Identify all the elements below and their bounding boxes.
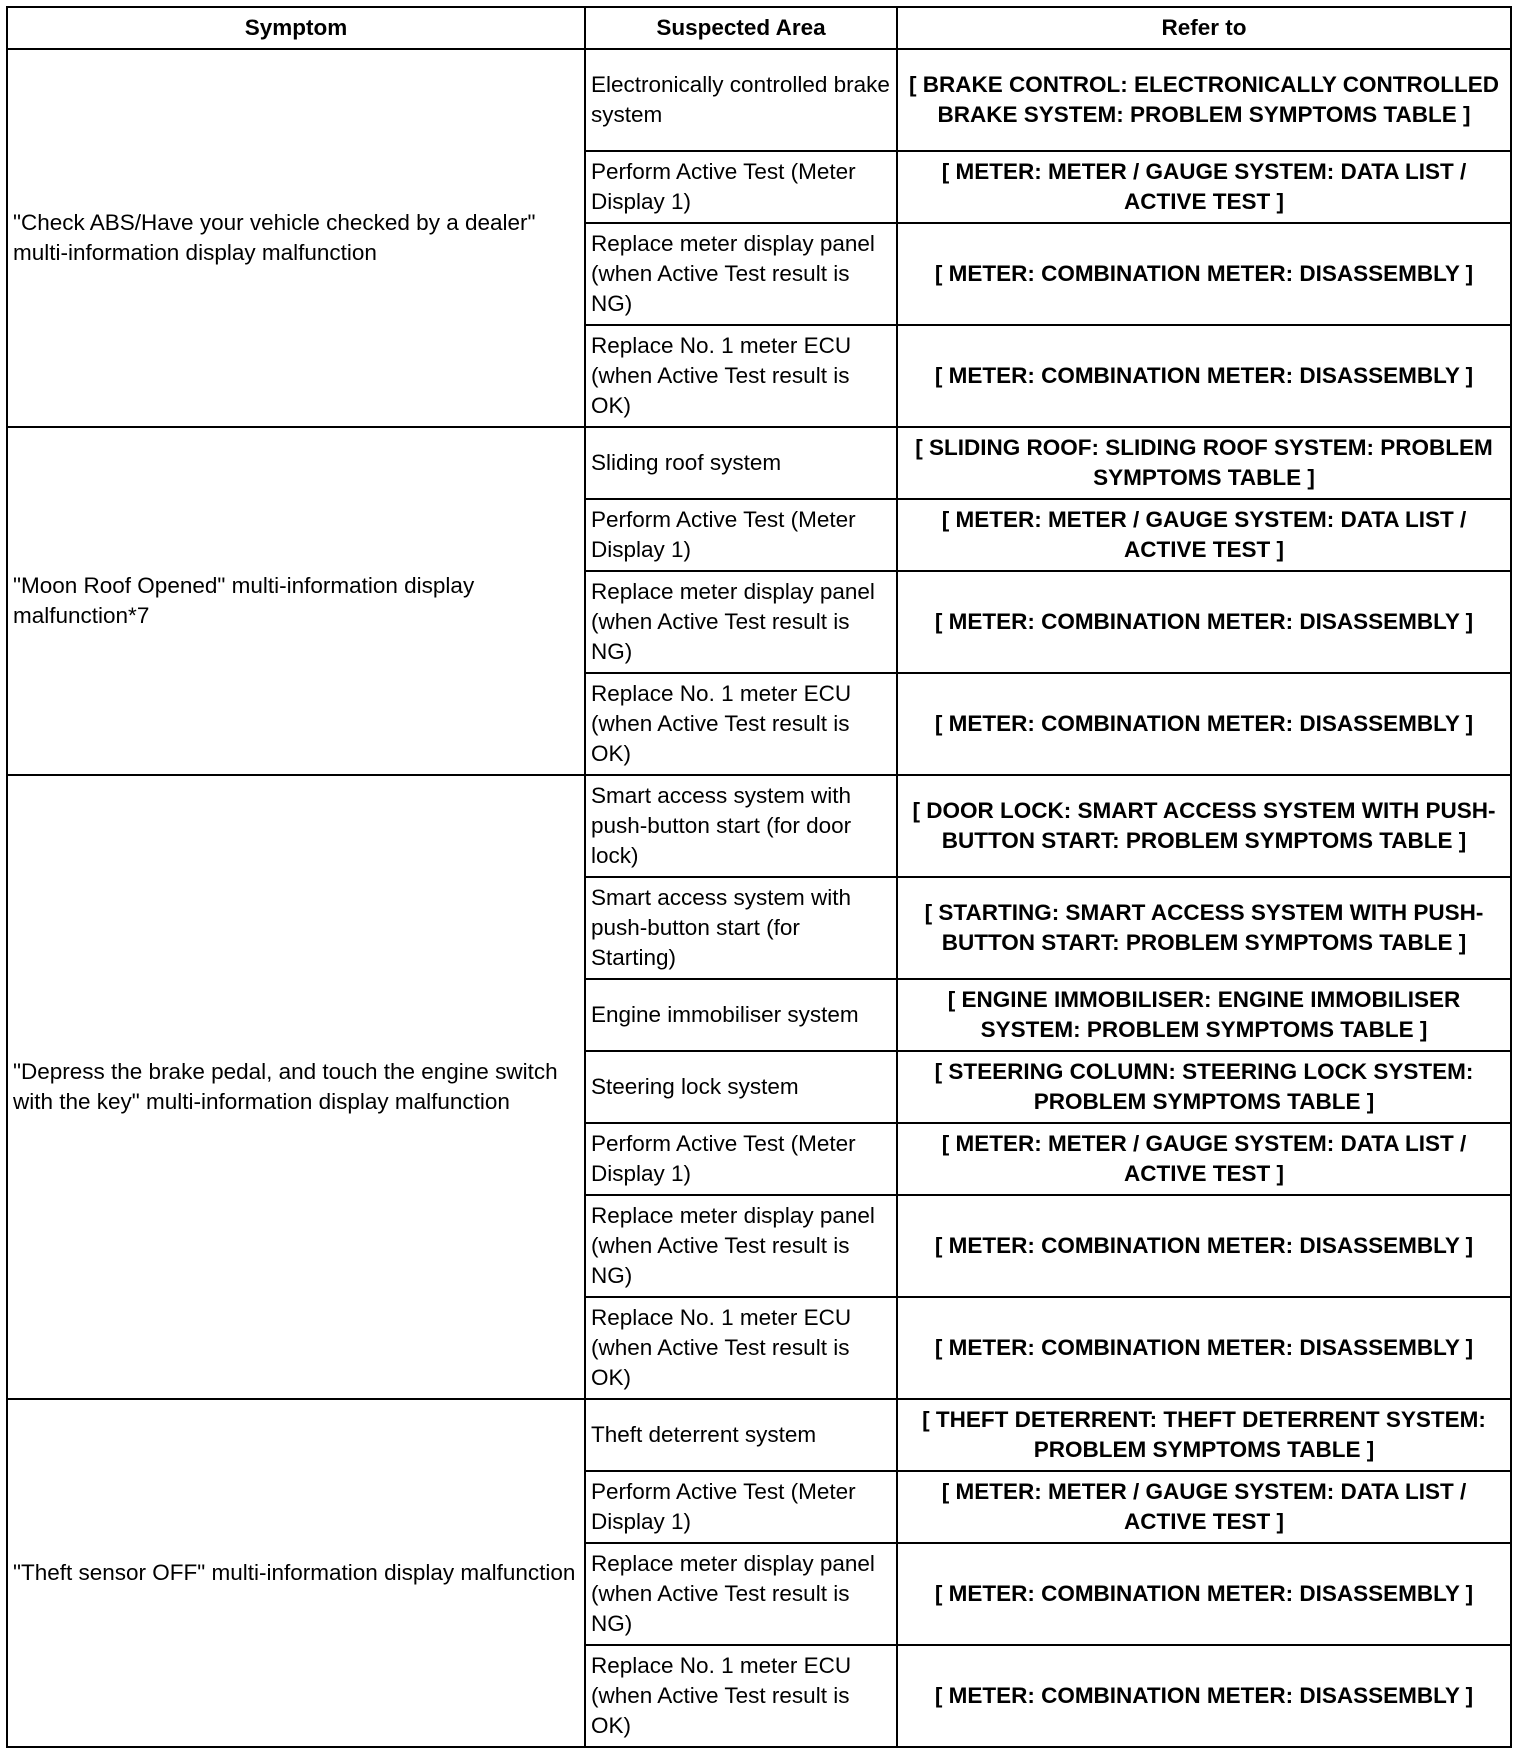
table-row <box>7 49 1511 151</box>
suspected-area-cell: Perform Active Test (Meter Display 1) <box>585 1471 897 1543</box>
refer-to-link[interactable]: [ SLIDING ROOF: SLIDING ROOF SYSTEM: PROBLEM SYMPTOMS TABLE ] <box>897 427 1511 499</box>
refer-to-link[interactable]: [ ENGINE IMMOBILISER: ENGINE IMMOBILISER SYSTEM: PROBLEM SYMPTOMS TABLE ] <box>897 979 1511 1051</box>
suspected-area-cell: Engine immobiliser system <box>585 979 897 1051</box>
symptom-cell: "Check ABS/Have your vehicle checked by a dealer" multi-information display malfunction <box>7 49 585 427</box>
refer-to-link[interactable]: [ BRAKE CONTROL: ELECTRONICALLY CONTROLLED BRAKE SYSTEM: PROBLEM SYMPTOMS TABLE ] <box>897 49 1511 151</box>
refer-to-link[interactable]: [ METER: COMBINATION METER: DISASSEMBLY ] <box>897 1195 1511 1297</box>
refer-to-link[interactable]: [ METER: COMBINATION METER: DISASSEMBLY ] <box>897 1645 1511 1747</box>
refer-to-link[interactable]: [ METER: COMBINATION METER: DISASSEMBLY ] <box>897 325 1511 427</box>
suspected-area-cell: Perform Active Test (Meter Display 1) <box>585 151 897 223</box>
header-symptom: Symptom <box>7 7 585 49</box>
suspected-area-cell: Replace meter display panel (when Active Test result is NG) <box>585 571 897 673</box>
suspected-area-cell: Smart access system with push-button start (for door lock) <box>585 775 897 877</box>
refer-to-link[interactable]: [ METER: METER / GAUGE SYSTEM: DATA LIST / ACTIVE TEST ] <box>897 1123 1511 1195</box>
suspected-area-cell: Replace meter display panel (when Active Test result is NG) <box>585 223 897 325</box>
suspected-area-cell: Replace meter display panel (when Active Test result is NG) <box>585 1195 897 1297</box>
refer-to-link[interactable]: [ METER: COMBINATION METER: DISASSEMBLY ] <box>897 223 1511 325</box>
refer-to-link[interactable]: [ METER: COMBINATION METER: DISASSEMBLY ] <box>897 673 1511 775</box>
refer-to-link[interactable]: [ METER: METER / GAUGE SYSTEM: DATA LIST / ACTIVE TEST ] <box>897 1471 1511 1543</box>
suspected-area-cell: Smart access system with push-button start (for Starting) <box>585 877 897 979</box>
suspected-area-cell: Replace meter display panel (when Active Test result is NG) <box>585 1543 897 1645</box>
header-refer-to: Refer to <box>897 7 1511 49</box>
refer-to-link[interactable]: [ STARTING: SMART ACCESS SYSTEM WITH PUSH-BUTTON START: PROBLEM SYMPTOMS TABLE ] <box>897 877 1511 979</box>
suspected-area-cell: Perform Active Test (Meter Display 1) <box>585 499 897 571</box>
header-suspected-area: Suspected Area <box>585 7 897 49</box>
symptom-table <box>6 6 1512 1748</box>
table-row <box>7 775 1511 877</box>
suspected-area-cell: Theft deterrent system <box>585 1399 897 1471</box>
table-row <box>7 427 1511 499</box>
suspected-area-cell: Steering lock system <box>585 1051 897 1123</box>
suspected-area-cell: Replace No. 1 meter ECU (when Active Test result is OK) <box>585 1297 897 1399</box>
refer-to-link[interactable]: [ STEERING COLUMN: STEERING LOCK SYSTEM: PROBLEM SYMPTOMS TABLE ] <box>897 1051 1511 1123</box>
suspected-area-cell: Replace No. 1 meter ECU (when Active Test result is OK) <box>585 673 897 775</box>
document-page <box>6 6 1512 1748</box>
refer-to-link[interactable]: [ METER: METER / GAUGE SYSTEM: DATA LIST / ACTIVE TEST ] <box>897 499 1511 571</box>
refer-to-link[interactable]: [ METER: COMBINATION METER: DISASSEMBLY ] <box>897 1543 1511 1645</box>
symptom-cell: "Moon Roof Opened" multi-information display malfunction*7 <box>7 427 585 775</box>
refer-to-link[interactable]: [ DOOR LOCK: SMART ACCESS SYSTEM WITH PUSH-BUTTON START: PROBLEM SYMPTOMS TABLE ] <box>897 775 1511 877</box>
refer-to-link[interactable]: [ METER: COMBINATION METER: DISASSEMBLY ] <box>897 571 1511 673</box>
suspected-area-cell: Electronically controlled brake system <box>585 49 897 151</box>
table-row <box>7 1399 1511 1471</box>
suspected-area-cell: Replace No. 1 meter ECU (when Active Test result is OK) <box>585 325 897 427</box>
suspected-area-cell: Perform Active Test (Meter Display 1) <box>585 1123 897 1195</box>
suspected-area-cell: Sliding roof system <box>585 427 897 499</box>
symptom-cell: "Depress the brake pedal, and touch the engine switch with the key" multi-information display malfunction <box>7 775 585 1399</box>
refer-to-link[interactable]: [ METER: COMBINATION METER: DISASSEMBLY ] <box>897 1297 1511 1399</box>
table-header-row <box>7 7 1511 49</box>
refer-to-link[interactable]: [ METER: METER / GAUGE SYSTEM: DATA LIST / ACTIVE TEST ] <box>897 151 1511 223</box>
refer-to-link[interactable]: [ THEFT DETERRENT: THEFT DETERRENT SYSTEM: PROBLEM SYMPTOMS TABLE ] <box>897 1399 1511 1471</box>
symptom-cell: "Theft sensor OFF" multi-information display malfunction <box>7 1399 585 1747</box>
suspected-area-cell: Replace No. 1 meter ECU (when Active Test result is OK) <box>585 1645 897 1747</box>
